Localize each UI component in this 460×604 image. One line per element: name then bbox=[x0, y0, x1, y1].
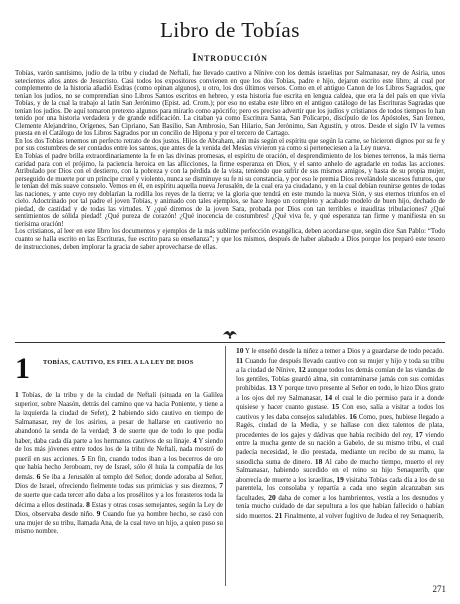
verse-text: En fin, cuando todos iban a los becerros de oro que había hecho Jeroboam, rey de Israel, sólo él huía la compañía de los demás. bbox=[15, 455, 223, 481]
verse-text: Y le enseñó desde la niñez a temer a Dios y a guardarse de todo pecado. bbox=[245, 348, 444, 355]
verse-text: daba de comer a los hambrientos, vestía a los desnudos y tenía mucho cuidado de dar sepultura a los que habían fallecido o habían sido muertos. bbox=[236, 494, 445, 520]
intro-paragraph-1: Tobías, varón santísimo, judío de la tribu y ciudad de Neftalí, fue llevado cautivo a Nínive con los demás israelitas por Salmanasar, rey de Asiria, unos setecientos años antes de Jesucristo. Casi todos los expositores convienen en que los dos Tobías, padre e hijo, dejaron escrito este libro; al cual por complemento de la historia añadió Esdras (como opinan algunos), u otro, los dos últimos versos. Como en el antiguo Canon de los Libros Sagrados, que tenían los judíos, no se comprendían sino Libros Santos escritos en hebreo, y esta historia fue escrita en lengua caldea, que era la del país en que vivía Tobías, y de la cual la trabajo al latín San Jerónimo (Epist. ad. Crom.); por eso no estaba este libro en el antiguo catálogo de las Escrituras Sagradas que tenían los judíos. De aquí tomaron pretexto algunos para mirarlo como apócrifo; pero es preciso advertir que los judíos y cristianos de todos tiempos lo han tenido por una historia verdadera y de grande edificación. La citaban ya como Escritura Santa, San Policarpo, discípulo de los Apóstoles, San Ireneo, Clemente Alejandrino, Orígenes, San Cipriano, San Basilio, San Ambrosio, San Hilario, San Jerónimo, San Agustín, y otros. Desde el siglo IV la vemos puesta en el Catálogo de los Libros Sagrados por un concilio de Hipona y por el tercero de Cartago. bbox=[15, 70, 445, 138]
column-divider bbox=[225, 346, 226, 586]
introduction-heading: Introducción bbox=[192, 52, 268, 64]
verse-text: Cuando fue ya hombre hecho, se casó con una mujer de su tribu, llamada Ana, de la cual tuvo un hijo, a quien puso su mismo nombre. bbox=[15, 511, 223, 536]
page-number: 271 bbox=[432, 584, 446, 594]
verse-number: 8 bbox=[86, 499, 90, 509]
intro-paragraph-2: En los dos Tobías tenemos un perfecto retrato de dos justos. Hijos de Abraham, aún más según el espíritu que según la carne, se hicieron dignos por su fe y por sus costumbres de ser contados entre los santos, que antes de la venida del Mesías vivieron ya como si perteneciesen a la Ley nueva. bbox=[15, 137, 445, 153]
verse-number: 4 bbox=[192, 435, 197, 445]
right-column bbox=[236, 347, 444, 521]
verse-number: 16 bbox=[349, 411, 357, 421]
verse-number: 21 bbox=[274, 510, 283, 520]
column-top-rule bbox=[15, 342, 445, 343]
verse-number: 2 bbox=[111, 408, 116, 418]
intro-paragraph-4: Los cristianos, al leer en este libro los documentos y ejemplos de la más sublime perfección evangélica, deben acordarse que, según dice San Pablo: “Todo cuanto se halla escrito en las Escrituras, fue escrito para su enseñanza”; y que los mismos, después de haber alabado a Dios porque los preparó este tesoro de instrucciones, deben implorar la gracia de saber aprovecharse de ellas. bbox=[15, 228, 445, 251]
verse-number: 20 bbox=[268, 492, 276, 502]
chapter-title: TOBÍAS, CAUTIVO, ES FIEL A LA LEY DE DIOS bbox=[43, 359, 194, 366]
verse-number: 3 bbox=[112, 426, 117, 436]
verse-number: 15 bbox=[331, 402, 340, 412]
verse-text: visitaba Tobías cada día a los de su parentela, los consolaba y repartía a cada uno según alcanzaban sus facultades, bbox=[236, 476, 444, 502]
fleuron-icon bbox=[0, 328, 460, 339]
verse-number: 11 bbox=[236, 355, 244, 365]
verse-text: Finalmente, al volver fugitivo de Judea el rey Senaquerib, bbox=[284, 512, 444, 520]
verse-text: el cual le dio permiso para ir a donde quisiese y hacer cuanto gustase. bbox=[236, 394, 444, 412]
verse-text: Se iba a Jerusalén al templo del Señor, donde adoraba al Señor, Dios de Israel, ofreciendo fielmente todas sus primicias y sus diezmos, bbox=[15, 473, 223, 491]
verse-number: 9 bbox=[96, 509, 101, 519]
verse-number: 1 bbox=[15, 390, 19, 399]
chapter-heading bbox=[15, 352, 223, 385]
verse-text: Tobías, de la tribu y de la ciudad de Neftalí (situada en la Galilea superior, sobre Naasón, detrás del camino que va hacia Poniente, y tiene a la izquierda la ciudad de Sefet), bbox=[15, 392, 223, 418]
verse-block-right bbox=[236, 347, 444, 521]
verse-number: 19 bbox=[336, 474, 344, 484]
verse-number: 13 bbox=[268, 383, 277, 393]
verse-text: Como, pues, hubiese llegado a Ragés, ciudad de la Media, y se hallase con diez talentos de plata, procedentes de los gajes y dádivas que había recibido del rey, bbox=[236, 413, 444, 439]
left-column bbox=[15, 347, 223, 537]
verse-text: de suerte que de todo lo que podía haber, daba cada día parte a los hermanos cautivos de su linaje. bbox=[15, 428, 223, 445]
verse-text: Y siendo de los más jóvenes entre todos los de la tribu de Neftalí, nada mostró de pueril en sus acciones. bbox=[15, 437, 224, 463]
chapter-number: 1 bbox=[15, 352, 30, 385]
verse-number: 12 bbox=[298, 365, 306, 375]
verse-text: Con eso, salía a visitar a todos los cautivos y les daba consejos saludables. bbox=[236, 404, 444, 421]
verse-text: Al cabo de mucho tiempo, muerto el rey Salmanasar, habiendo sucedido en el reino su hijo Senaquerib, que aborrecía de muerte a los israelitas, bbox=[236, 458, 444, 484]
intro-paragraph-3: En Tobías el padre brilla extraordinariamente la fe en las divinas promesas, el espíritu de oración, el desprendimiento de los bienes terrenos, la más tierna caridad para con el prójimo, la paciencia heroica en las aflicciones, la firme esperanza en Dios, y el santo anhelo de agradarle en todas las acciones. Atribulado por Dios con el destierro, con la pobreza y con la pérdida de la vista, teniendo que sufrir de sus mismos amigos, y hasta de su propia mujer, perseguido de muerte por un príncipe cruel y violento, nunca se disminuye su fe ni su constancia, y por eso le premia Dios revelándole sucesos futuros, que le tenían del más suave consuelo. Vemos en él, en espíritu aquella nueva Jerusalén, de la cual era ya ciudadano, y en la cual debían reunirse gentes de todas las naciones, y ante cuyo rey doblarían la rodilla los reyes de la tierra; ve la gloria que tendrá en este mundo la nueva Sión, y sus eternos triunfos en el cielo. Adoctrinado por tal padre el joven Tobías, y animado con tales ejemplos, se hace luego un completo y acabado modelo de buen hijo, dechado de piedad, de castidad y de todas las virtudes. Y ¿qué diremos de la joven Sara, probada por Dios con tan terribles e inauditas tribulaciones? ¿Qué sentimientos de sólida piedad! ¿Qué pureza de corazón! ¿Qué inocencia de costumbres! ¿Qué viva fe, y qué esperanza tan firme y manifiesta en su tierísima oración! bbox=[15, 153, 445, 228]
verse-number: 7 bbox=[219, 481, 223, 491]
verse-text: Estas y otras cosas semejantes, según la Ley de Dios, observaba desde niño. bbox=[15, 501, 223, 519]
verse-text: Y porque tuvo presente al Señor en todo, le hizo Dios grato a los ojos del rey Salmanasar, bbox=[236, 385, 444, 402]
verse-number: 10 bbox=[236, 346, 244, 355]
introduction-text bbox=[15, 70, 445, 251]
verse-number: 5 bbox=[81, 453, 86, 463]
verse-number: 6 bbox=[36, 471, 41, 481]
verse-text: aunque todos los demás comían de las viandas de los gentiles, Tobías guardó alma, sin contaminarse jamás con sus comidas prohibidas. bbox=[236, 367, 444, 393]
verse-text: habiendo sido cautivo en tiempo de Salmanasar, rey de los asirios, a pesar de hallarse en cautiverio no abandonó la senda de la verdad; bbox=[15, 410, 223, 436]
verse-number: 14 bbox=[324, 392, 333, 402]
verse-text: viendo entre la mucha gente de su nación a Gabelo, de su mismo tribu, el cual padecía necesidad, le dio prestada, mediante un recibo de su mano, la susodicha suma de dinero. bbox=[236, 431, 444, 466]
verse-text: Cuando fue después llevado cautivo con su mujer y hijo y toda su tribu a la ciudad de Nínive, bbox=[236, 357, 444, 375]
verse-number: 17 bbox=[415, 429, 423, 439]
verse-number: 18 bbox=[314, 456, 323, 466]
verse-text: de suerte que cada tercer año daba a los prosélitos y a los forasteros toda la décima a ellos destinada. bbox=[15, 492, 223, 509]
verse-block-left bbox=[15, 391, 223, 537]
book-title: Libro de Tobías bbox=[160, 18, 300, 42]
